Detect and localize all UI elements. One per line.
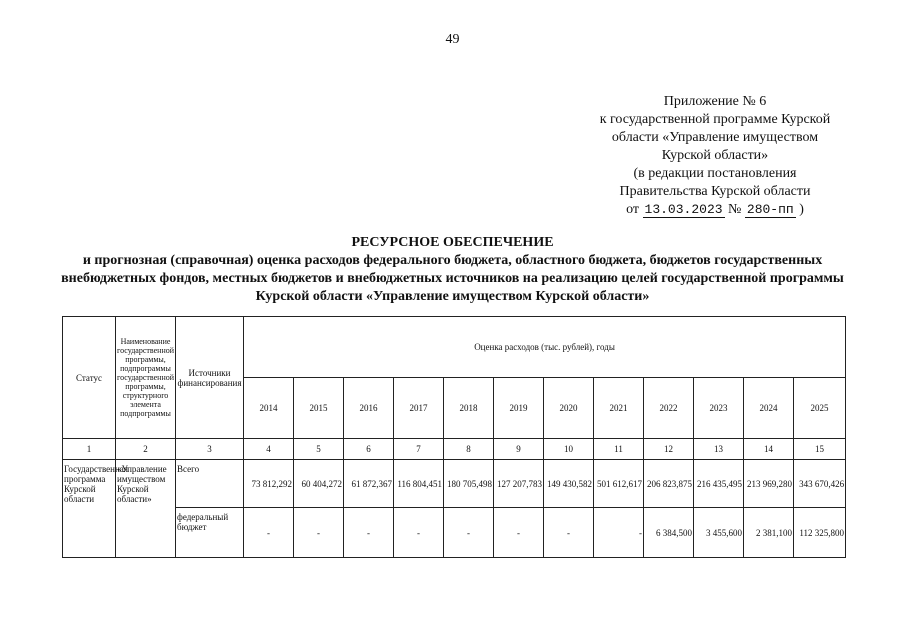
document-subtitle: и прогнозная (справочная) оценка расходов федерального бюджета, областного бюджета, бюджетов государственных внебюджетных фондов, местных бюджетов и внебюджетных источников на реализацию целей государственной программы Курской области «Управление имуществом Курской области»	[61, 253, 844, 304]
decree-number: 280-пп	[746, 202, 794, 217]
page-number: 49	[445, 32, 460, 47]
table-row	[63, 460, 846, 508]
decree-number-label: №	[728, 202, 742, 217]
header-status: Статус	[63, 317, 116, 439]
value-cell: 206 823,875	[644, 460, 694, 508]
value-cell: 3 455,600	[694, 508, 744, 558]
decree-prefix: от	[626, 202, 640, 217]
value-cell: -	[394, 508, 444, 558]
appendix-line: (в редакции постановления	[633, 166, 797, 181]
value-cell: 216 435,495	[694, 460, 744, 508]
value-cell: 116 804,451	[394, 460, 444, 508]
column-number: 11	[594, 439, 644, 460]
decree-date: 13.03.2023	[644, 202, 723, 217]
value-cell: -	[544, 508, 594, 558]
column-number: 6	[344, 439, 394, 460]
value-cell: -	[444, 508, 494, 558]
year-header: 2022	[644, 378, 694, 439]
column-number: 12	[644, 439, 694, 460]
appendix-line: Приложение № 6	[663, 94, 767, 109]
value-cell: 343 670,426	[794, 460, 846, 508]
value-cell: 127 207,783	[494, 460, 544, 508]
value-cell: -	[244, 508, 294, 558]
appendix-line: Правительства Курской области	[619, 184, 811, 199]
year-header: 2016	[344, 378, 394, 439]
year-header: 2021	[594, 378, 644, 439]
appendix-line: Курской области»	[661, 148, 769, 163]
header-sources: Источники финансирования	[176, 317, 244, 439]
document-title: РЕСУРСНОЕ ОБЕСПЕЧЕНИЕ	[351, 235, 554, 250]
appendix-block	[560, 93, 870, 219]
appendix-line: области «Управление имуществом	[611, 130, 819, 145]
column-number: 13	[694, 439, 744, 460]
header-estimate: Оценка расходов (тыс. рублей), годы	[244, 317, 846, 378]
value-cell: 112 325,800	[794, 508, 846, 558]
column-number: 3	[176, 439, 244, 460]
year-header: 2017	[394, 378, 444, 439]
value-cell: 60 404,272	[294, 460, 344, 508]
value-cell: 180 705,498	[444, 460, 494, 508]
appendix-line: к государственной программе Курской	[599, 112, 831, 127]
program-name: «Управление имуществом Курской области»	[116, 460, 176, 558]
column-number: 14	[744, 439, 794, 460]
source-label: федеральный бюджет	[176, 508, 244, 558]
year-header: 2024	[744, 378, 794, 439]
value-cell: 2 381,100	[744, 508, 794, 558]
year-header: 2019	[494, 378, 544, 439]
value-cell: -	[494, 508, 544, 558]
value-cell: 61 872,367	[344, 460, 394, 508]
column-number: 7	[394, 439, 444, 460]
table-row	[63, 508, 846, 558]
value-cell: -	[594, 508, 644, 558]
value-cell: -	[294, 508, 344, 558]
value-cell: -	[344, 508, 394, 558]
column-number: 1	[63, 439, 116, 460]
year-header: 2025	[794, 378, 846, 439]
year-header: 2023	[694, 378, 744, 439]
column-number: 2	[116, 439, 176, 460]
column-number: 10	[544, 439, 594, 460]
column-number: 9	[494, 439, 544, 460]
value-cell: 501 612,617	[594, 460, 644, 508]
value-cell: 73 812,292	[244, 460, 294, 508]
column-number: 5	[294, 439, 344, 460]
resource-table	[62, 316, 846, 558]
column-number: 4	[244, 439, 294, 460]
column-number: 8	[444, 439, 494, 460]
year-header: 2018	[444, 378, 494, 439]
value-cell: 6 384,500	[644, 508, 694, 558]
value-cell: 213 969,280	[744, 460, 794, 508]
year-header: 2015	[294, 378, 344, 439]
year-header: 2014	[244, 378, 294, 439]
column-number: 15	[794, 439, 846, 460]
header-name: Наименование государственной программы, подпрограммы государственной программы, структурного элемента подпрограммы	[116, 317, 176, 439]
source-label: Всего	[176, 460, 244, 508]
decree-line	[560, 201, 870, 219]
program-status: Государственная программа Курской области	[63, 460, 116, 558]
decree-suffix: )	[799, 202, 804, 217]
year-header: 2020	[544, 378, 594, 439]
value-cell: 149 430,582	[544, 460, 594, 508]
